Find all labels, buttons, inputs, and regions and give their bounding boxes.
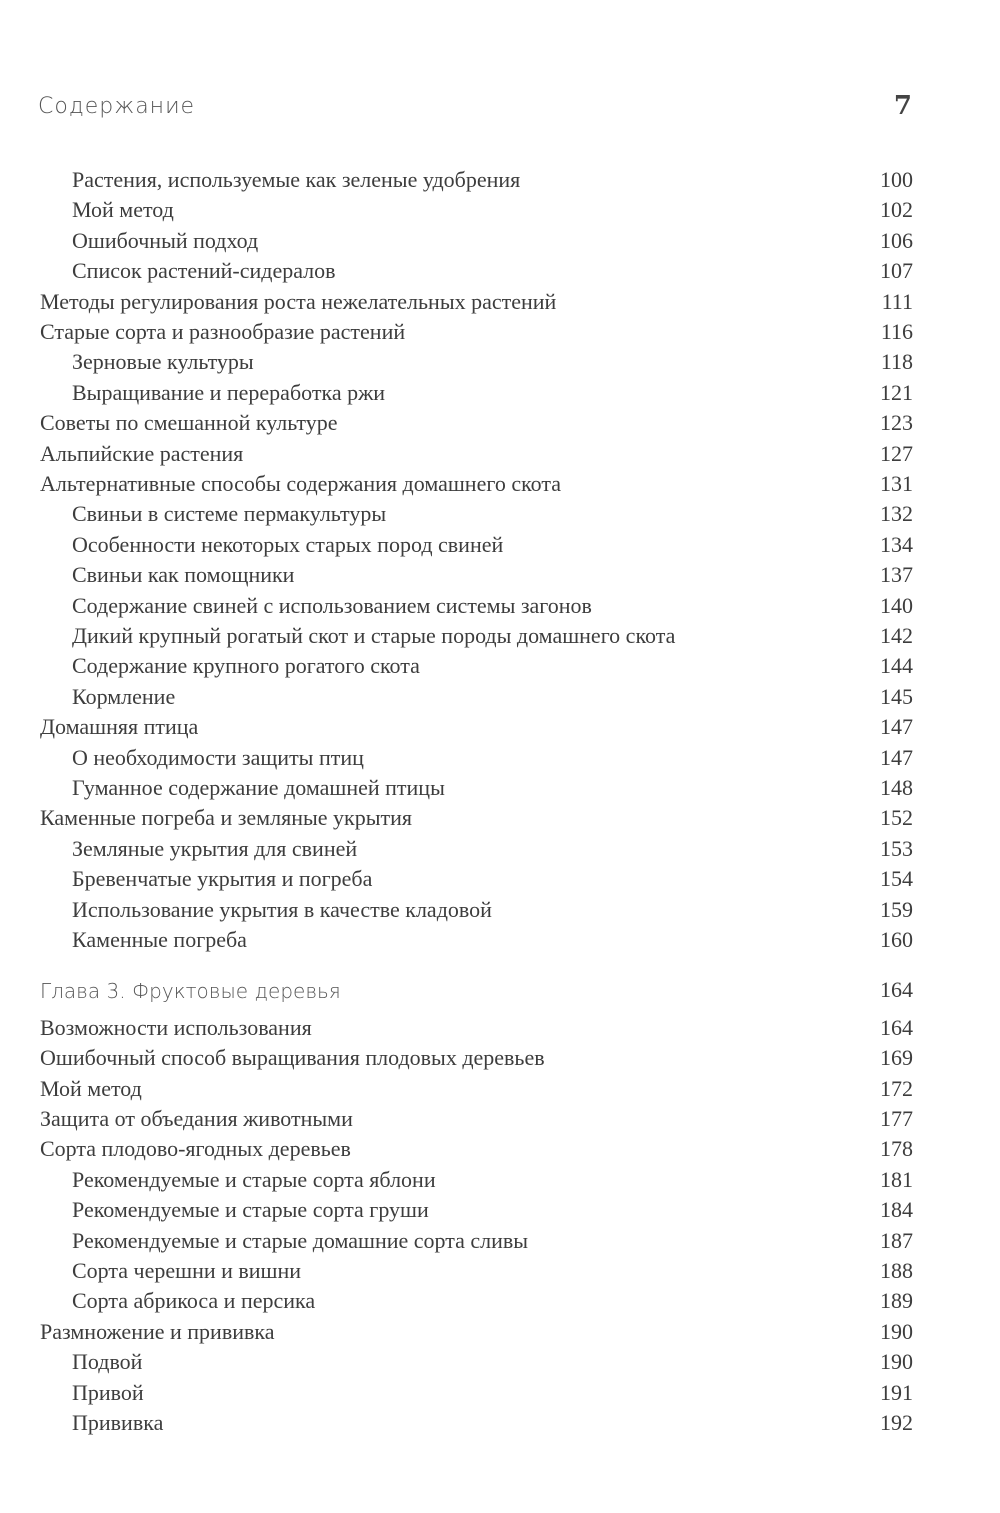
toc-entry-title: Ошибочный способ выращивания плодовых деревьев <box>40 1045 545 1070</box>
toc-entry[interactable] <box>0 805 1000 835</box>
toc-entry-page: 147 <box>880 745 913 770</box>
toc-entry[interactable] <box>0 471 1000 501</box>
toc-entry-page: 153 <box>880 836 913 861</box>
toc-entry-page: 131 <box>880 471 913 496</box>
toc-entry[interactable] <box>0 1106 1000 1136</box>
toc-entry[interactable] <box>0 562 1000 592</box>
toc-entry-page: 172 <box>880 1076 913 1101</box>
toc-entry-title: Мой метод <box>72 197 174 222</box>
toc-entry-title: Зерновые культуры <box>72 349 254 374</box>
toc-entry-title: Бревенчатые укрытия и погреба <box>72 866 373 891</box>
toc-entry[interactable] <box>0 1319 1000 1349</box>
toc-entry-page: 145 <box>880 684 913 709</box>
toc-entry-page: 142 <box>880 623 913 648</box>
toc-entry[interactable] <box>0 258 1000 288</box>
toc-entry-page: 106 <box>880 228 913 253</box>
toc-entry-page: 164 <box>880 1015 913 1040</box>
toc-entry-page: 102 <box>880 197 913 222</box>
toc-entry-page: 169 <box>880 1045 913 1070</box>
toc-entry[interactable] <box>0 775 1000 805</box>
toc-entry-page: 107 <box>880 258 913 283</box>
toc-entry[interactable] <box>0 1136 1000 1166</box>
toc-entry[interactable] <box>0 197 1000 227</box>
toc-entry-title: Мой метод <box>40 1076 142 1101</box>
toc-entry[interactable] <box>0 866 1000 896</box>
toc-entry-title: Возможности использования <box>40 1015 312 1040</box>
toc-entry-title: Список растений-сидералов <box>72 258 336 283</box>
toc-entry-title: Содержание свиней с использованием системы загонов <box>72 593 592 618</box>
toc-entry-page: 121 <box>880 380 913 405</box>
toc-entry-page: 184 <box>880 1197 913 1222</box>
toc-entry[interactable] <box>0 653 1000 683</box>
toc-entry-title: Гуманное содержание домашней птицы <box>72 775 445 800</box>
toc-entry[interactable] <box>0 684 1000 714</box>
toc-entry-page: 177 <box>880 1106 913 1131</box>
toc-entry-page: 187 <box>880 1228 913 1253</box>
toc-entry-title: Советы по смешанной культуре <box>40 410 338 435</box>
toc-entry-title: Использование укрытия в качестве кладовой <box>72 897 492 922</box>
toc-entry[interactable] <box>0 714 1000 744</box>
toc-entry-page: 132 <box>880 501 913 526</box>
toc-entry[interactable] <box>0 349 1000 379</box>
toc-entry-title: Методы регулирования роста нежелательных растений <box>40 289 557 314</box>
toc-entry[interactable] <box>0 289 1000 319</box>
toc-entry-title: Домашняя птица <box>40 714 199 739</box>
toc-entry-page: 123 <box>880 410 913 435</box>
toc-entry-title: Каменные погреба <box>72 927 247 952</box>
toc-entry[interactable] <box>0 1045 1000 1075</box>
toc-entry[interactable] <box>0 380 1000 410</box>
page-title: Содержание <box>38 94 196 119</box>
toc-entry-title: Ошибочный подход <box>72 228 259 253</box>
toc-entry-page: 164 <box>880 977 913 1002</box>
toc-entry-page: 190 <box>880 1319 913 1344</box>
toc-entry-title: Прививка <box>72 1410 164 1435</box>
toc-entry-page: 178 <box>880 1136 913 1161</box>
toc-entry[interactable] <box>0 836 1000 866</box>
toc-entry-page: 190 <box>880 1349 913 1374</box>
toc-entry-page: 148 <box>880 775 913 800</box>
toc-entry-page: 191 <box>880 1380 913 1405</box>
toc-entry[interactable] <box>0 1410 1000 1440</box>
toc-entry-page: 100 <box>880 167 913 192</box>
toc-entry[interactable] <box>0 593 1000 623</box>
toc-entry-title: Рекомендуемые и старые домашние сорта сливы <box>72 1228 529 1253</box>
toc-entry[interactable] <box>0 1288 1000 1318</box>
toc-entry[interactable] <box>0 1258 1000 1288</box>
toc-entry-title: Альпийские растения <box>40 441 244 466</box>
toc-entry[interactable] <box>0 927 1000 957</box>
toc-entry-page: 144 <box>880 653 913 678</box>
toc-entry-title: Старые сорта и разнообразие растений <box>40 319 406 344</box>
toc-entry-page: 111 <box>881 289 913 314</box>
toc-entry[interactable] <box>0 1349 1000 1379</box>
toc-entry-title: Альтернативные способы содержания домашнего скота <box>40 471 562 496</box>
toc-entry[interactable] <box>0 623 1000 653</box>
toc-entry-page: 137 <box>880 562 913 587</box>
toc-entry-page: 127 <box>880 441 913 466</box>
toc-entry-page: 134 <box>880 532 913 557</box>
toc-entry-page: 118 <box>880 349 913 374</box>
toc-entry[interactable] <box>0 745 1000 775</box>
toc-entry-title: Подвой <box>72 1349 143 1374</box>
page-header <box>38 91 914 134</box>
toc-entry-page: 189 <box>880 1288 913 1313</box>
toc-entry-title: Размножение и прививка <box>40 1319 275 1344</box>
page-number: 7 <box>893 91 912 121</box>
toc-entry[interactable] <box>0 1197 1000 1227</box>
toc-entry-page: 159 <box>880 897 913 922</box>
toc-entry-title: Рекомендуемые и старые сорта груши <box>72 1197 429 1222</box>
toc-entry[interactable] <box>0 167 1000 197</box>
toc-entry[interactable] <box>0 1076 1000 1106</box>
toc-entry-title: Кормление <box>72 684 176 709</box>
toc-entry-title: Свиньи в системе пермакультуры <box>72 501 387 526</box>
toc-entry-page: 152 <box>880 805 913 830</box>
toc-entry[interactable] <box>0 319 1000 349</box>
toc-entry[interactable] <box>0 441 1000 471</box>
toc-entry[interactable] <box>0 897 1000 927</box>
toc-entry-title: Дикий крупный рогатый скот и старые породы домашнего скота <box>72 623 676 648</box>
toc-entry[interactable] <box>0 1167 1000 1197</box>
toc-entry[interactable] <box>0 1015 1000 1045</box>
toc-entry-page: 147 <box>880 714 913 739</box>
toc-entry-page: 140 <box>880 593 913 618</box>
toc-entry-page: 116 <box>880 319 913 344</box>
toc-entry-title: Содержание крупного рогатого скота <box>72 653 420 678</box>
toc-entry-title: Сорта абрикоса и персика <box>72 1288 316 1313</box>
toc-entry-page: 154 <box>880 866 913 891</box>
toc-entry[interactable] <box>0 228 1000 258</box>
toc-entry-title: Растения, используемые как зеленые удобрения <box>72 167 521 192</box>
toc-entry-title: Свиньи как помощники <box>72 562 295 587</box>
toc-entry-page: 188 <box>880 1258 913 1283</box>
toc-entry-title: Глава 3. Фруктовые деревья <box>40 979 341 1003</box>
toc-entry-page: 192 <box>880 1410 913 1435</box>
toc-entry-title: Рекомендуемые и старые сорта яблони <box>72 1167 436 1192</box>
toc-entry-title: Защита от объедания животными <box>40 1106 353 1131</box>
toc-entry[interactable] <box>0 532 1000 562</box>
toc-entry-title: Каменные погреба и земляные укрытия <box>40 805 412 830</box>
toc-entry-title: Выращивание и переработка ржи <box>72 380 386 405</box>
toc-entry-title: Сорта черешни и вишни <box>72 1258 302 1283</box>
toc-entry-title: О необходимости защиты птиц <box>72 745 364 770</box>
toc-entry-title: Особенности некоторых старых пород свиней <box>72 532 504 557</box>
toc-entry[interactable] <box>0 501 1000 531</box>
toc-entry-page: 181 <box>880 1167 913 1192</box>
toc-entry-page: 160 <box>880 927 913 952</box>
toc-entry[interactable] <box>0 1380 1000 1410</box>
toc-entry-title: Сорта плодово-ягодных деревьев <box>40 1136 351 1161</box>
toc-chapter-heading[interactable] <box>0 977 1000 1007</box>
toc-entry[interactable] <box>0 1228 1000 1258</box>
toc-entry-title: Земляные укрытия для свиней <box>72 836 358 861</box>
toc-entry-title: Привой <box>72 1380 144 1405</box>
toc-entry[interactable] <box>0 410 1000 440</box>
